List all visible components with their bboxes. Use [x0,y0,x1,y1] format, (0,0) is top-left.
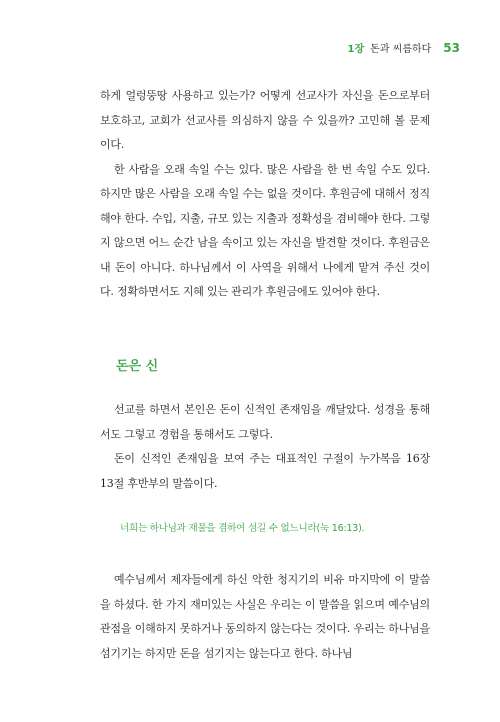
chapter-title: 돈과 씨름하다 [370,44,432,55]
chapter-number: 1장 [347,44,365,55]
section-heading: 돈은 신 [116,359,159,374]
paragraph: 예수님께서 제자들에게 하신 악한 청지기의 비유 마지막에 이 말씀을 하셨다. 한 가지 재미있는 사실은 우리는 이 말씀을 읽으며 예수님의 관점을 이해하지 못하거나 동의하지 않는다는 것이다. 우리는 하나님을 섬기기는 하지만 돈을 섬기지는 않는다고 한다. 하나님 [100,573,430,660]
body-text-bottom [100,568,430,666]
body-text-middle [100,398,430,496]
paragraph: 돈이 신적인 존재임을 보여 주는 대표적인 구절이 누가복음 16장 13절 후반부의 말씀이다. [100,452,430,490]
running-header [348,40,460,55]
paragraph: 한 사람을 오래 속일 수는 있다. 많은 사람을 한 번 속일 수도 있다. 하지만 많은 사람을 오래 속일 수는 없을 것이다. 후원금에 대해서 정직해야 한다. 수입, 지출, 규모 있는 지출과 정확성을 겸비해야 한다. 그렇지 않으면 어느 순간 남을 속이고 있는 자신을 발견할 것이다. 후원금은 내 돈이 아니다. 하나님께서 이 사역을 위해서 나에게 맡겨 주신 것이다. 정확하면서도 지혜 있는 관리가 후원금에도 있어야 한다. [100,162,430,298]
scripture-quote: 너희는 하나님과 재물을 겸하여 섬길 수 없느니라(눅 16:13). [120,523,365,534]
paragraph: 선교를 하면서 본인은 돈이 신적인 존재임을 깨달았다. 성경을 통해서도 그렇고 경험을 통해서도 그렇다. [100,403,430,441]
body-text-top [100,84,430,305]
page-number: 53 [443,41,460,55]
paragraph: 하게 얼렁뚱땅 사용하고 있는가? 어떻게 선교사가 자신을 돈으로부터 보호하고, 교회가 선교사를 의심하지 않을 수 있을까? 고민해 볼 문제이다. [100,89,430,151]
